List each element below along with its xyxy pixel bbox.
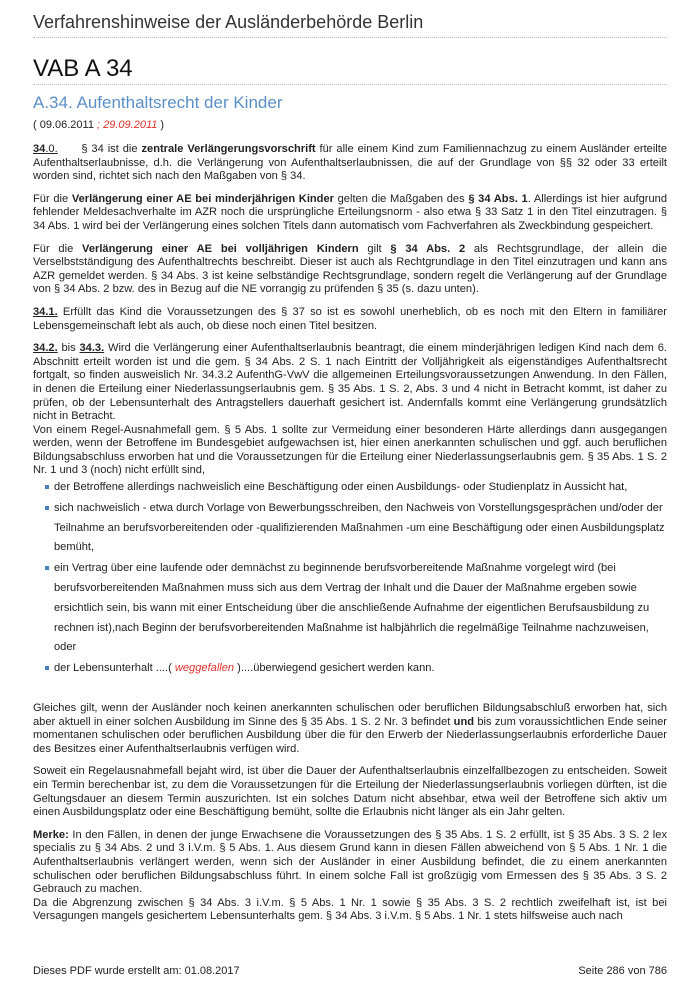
created-date: Dieses PDF wurde erstellt am: 01.08.2017 bbox=[33, 965, 240, 977]
text-bold: § 34 Abs. 1 bbox=[468, 192, 528, 205]
text: Für die bbox=[33, 192, 72, 205]
paragraph-34-0 bbox=[33, 143, 667, 184]
list-item-text: )....überwiegend gesichert werden kann. bbox=[234, 662, 435, 675]
list-item bbox=[45, 559, 667, 658]
removed-marker: weggefallen bbox=[174, 662, 235, 675]
text: bis bbox=[57, 342, 80, 355]
text: bis zum voraussichtlichen Ende seiner momentanen schulischen oder beruflichen Ausbildung über die für den Erwerb der Niederlassungserlaubnis erforderliche Dauer des Besitzes einer Aufenthaltserlaubnis verfügen wird. bbox=[33, 715, 667, 755]
section-number: 34.3. bbox=[79, 342, 105, 355]
page-number: Seite 286 von 786 bbox=[578, 965, 667, 977]
paragraph-exception: Soweit ein Regelausnahmefall bejaht wird, ist über die Dauer der Aufenthaltserlaubnis einzelfallbezogen zu entscheiden. Soweit ein Termin berechenbar ist, zu dem die Voraussetzungen für die Erteilung der Niederlassungserlaubnis vorliegen dürften, ist die Geltungsdauer an diesem Termin auszurichten. Ist ein solches Datum nicht absehbar, etwa weil der Betroffene sich aktiv um einen Ausbildungsplatz oder eine Beschäftigung bemüht, sollte die Erlaubnis nicht länger als ein Jahr gelten. bbox=[33, 765, 667, 819]
bullet-square-icon bbox=[45, 566, 49, 570]
section-title: A.34. Aufenthaltsrecht der Kinder bbox=[33, 93, 283, 112]
text-bold: § 34 Abs. 2 bbox=[390, 242, 466, 255]
paragraph-note-cont: Da die Abgrenzung zwischen § 34 Abs. 3 i.V.m. § 5 Abs. 1 Nr. 1 sowie § 35 Abs. 3 S. 2 rechtlich zweifelhaft ist, ist bei Versagungen mangels gesichertem Lebensunterhalts gem. § 34 Abs. 3 i.V.m. § 5 Abs. 1 Nr. 1 stets hilfsweise auch nach bbox=[33, 896, 667, 923]
text: Erfüllt das Kind die Voraussetzungen des § 37 so ist es sowohl unerheblich, ob es noch mit den Eltern in familiärer Lebensgemeinschaft lebt als auch, ob diese noch einen Titel besitzen. bbox=[33, 305, 667, 332]
list-item-text: ein Vertrag über eine laufende oder demnächst zu beginnende berufsvorbereitende Maßnahme vorgelegt wird (bei berufsvorbereitenden Maßnahmen muss sich aus dem Vertrag der Inhalt und die Dauer der Maßnahme ergeben sowie ersichtlich sein, bis wann mit einer Entscheidung über die anschließende Aufnahme der eigentlichen Berufsausbildung zu rechnen ist),nach Beginn der berufsvorbereitenden Maßnahme ist halbjährlich die regelmäßige Teilnahme nachzuweisen, oder bbox=[54, 562, 650, 654]
bullet-square-icon bbox=[45, 666, 49, 670]
text: Für die bbox=[33, 242, 83, 255]
spacer bbox=[33, 680, 667, 702]
paragraph-same-applies bbox=[33, 702, 667, 756]
document-body bbox=[33, 143, 667, 924]
text-bold: Verlängerung einer AE bei minderjährigen Kinder bbox=[71, 192, 334, 205]
text-bold: und bbox=[453, 715, 475, 728]
bullet-square-icon bbox=[45, 506, 49, 510]
section-number: 34.2. bbox=[33, 342, 58, 355]
page-footer bbox=[33, 965, 667, 977]
date-changed: ; 29.09.2011 bbox=[97, 119, 161, 131]
text: für alle einem Kind zum Familiennachzug zu einem Ausländer erteilte Aufenthaltserlaubnisse, d.h. die Verlängerung von Aufenthaltserlaubnissen, die auf der Grundlage von §§ 32 oder 33 erteilt worden sind, richtet sich nach den Maßgaben von § 34. bbox=[33, 143, 667, 183]
section-number-suffix: .0. bbox=[45, 143, 58, 155]
text: gilt bbox=[358, 242, 391, 255]
date-close: ) bbox=[160, 119, 165, 131]
list-item bbox=[45, 659, 667, 679]
paragraph-34-2 bbox=[33, 342, 667, 424]
divider bbox=[33, 37, 667, 38]
paragraph-minors bbox=[33, 193, 667, 234]
paragraph-adults bbox=[33, 243, 667, 297]
list-item-text: der Lebensunterhalt ....( bbox=[54, 662, 175, 675]
list-item bbox=[45, 499, 667, 558]
date-line bbox=[33, 119, 164, 131]
document-title: VAB A 34 bbox=[33, 55, 133, 82]
text: gelten die Maßgaben des bbox=[333, 192, 469, 205]
text: . Allerdings ist hier aufgrund fehlender Meldesachverhalte im AZR noch die ursprüngliche Erteilungsnorm - also etwa § 33 Satz 1 in den Titel einzutragen. § 34 Abs. 1 wird bei der Verlängerung eines solchen Titels dann automatisch vom Fachverfahren als Zweckbindung gespeichert. bbox=[33, 192, 667, 232]
site-title: Verfahrenshinweise der Ausländerbehörde Berlin bbox=[33, 12, 424, 32]
text-bold: zentrale Verlängerungsvorschrift bbox=[141, 143, 316, 155]
list-item bbox=[45, 478, 667, 498]
paragraph-34-1 bbox=[33, 306, 667, 333]
list-item-text: sich nachweislich - etwa durch Vorlage von Bewerbungsschreiben, den Nachweis von Vorstellungsgesprächen und/oder der Teilnahme an berufsvorbereitenden oder -qualifizierenden Maßnahmen -um eine Beschäftigung oder einen Ausbildungsplatz bemüht, bbox=[54, 501, 665, 554]
text: § 34 ist die bbox=[57, 143, 142, 155]
text: als Rechtsgrundlage, der allein die Verselbstständigung des Aufenthaltrechts beschreibt. Dieser ist auch als Rechtgrundlage in den Titel einzutragen und kann ans AZR gemeldet werden. § 34 Abs. 3 ist keine selbständige Rechtsgrundlage, sondern regelt die Verlängerung auf der Grundlage von § 34 Abs. 2 bzw. des in Bezug auf die NE vorrangig zu prüfenden § 35 (s. dazu unten). bbox=[33, 242, 667, 296]
date-original: ( 09.06.2011 bbox=[33, 119, 98, 131]
bullet-list bbox=[33, 478, 667, 679]
paragraph-note bbox=[33, 829, 667, 897]
text-bold: Verlängerung einer AE bei volljährigen Kindern bbox=[82, 242, 359, 255]
section-number: 34 bbox=[33, 143, 46, 155]
bullet-square-icon bbox=[45, 485, 49, 489]
divider bbox=[33, 84, 667, 85]
text: Wird die Verlängerung einer Aufenthaltserlaubnis beantragt, die einem minderjährigen ledigen Kind nach dem 6. Abschnitt erteilt worden ist und die gem. § 34 Abs. 2 S. 1 nach Eintritt der Volljährigkeit als eigenständiges Aufenthaltsrecht fortgalt, so finden ausweislich Nr. 34.3.2 AufenthG-VwV die allgemeinen Erteilungsvoraussetzungen Anwendung. In den Fällen, in denen die Erteilung einer Niederlassungserlaubnis gem. § 35 Abs. 1 S. 2, Abs. 3 und 4 nicht in Betracht kommt, ist daher zu prüfen, ob der Lebensunterhalt des Antragstellers dauerhaft gesichert ist. Andernfalls kommt eine Verlängerung grundsätzlich nicht in Betracht. bbox=[33, 342, 667, 423]
section-number: 34.1. bbox=[33, 305, 58, 318]
list-item-text: der Betroffene allerdings nachweislich eine Beschäftigung oder einen Ausbildungs- oder Studienplatz in Aussicht hat, bbox=[54, 481, 628, 494]
paragraph-34-2-cont: Von einem Regel-Ausnahmefall gem. § 5 Abs. 1 sollte zur Vermeidung einer besonderen Härte allerdings dann ausgegangen werden, wenn der Betroffene im Bundesgebiet aufgewachsen ist, hier einen anerkannten schulischen und ggf. auch beruflichen Bildungsabschluss erworben hat und die Voraussetzungen für die Erteilung einer Niederlassungserlaubnis gem. § 35 Abs. 1 S. 2 Nr. 1 und 3 (noch) nicht erfüllt sind, bbox=[33, 423, 667, 477]
text-bold: Merke: bbox=[33, 828, 69, 841]
text: In den Fällen, in denen der junge Erwachsene die Voraussetzungen des § 35 Abs. 1 S. 2 erfüllt, ist § 35 Abs. 3 S. 2 lex specialis zu § 34 Abs. 2 und 3 i.V.m. § 5 Abs. 1. Aus diesem Grund kann in diesen Fällen abweichend von § 5 Abs. 1 Nr. 1 die Aufenthaltserlaubnis verlängert werden, wenn sich der Ausländer in einer Ausbildung befindet, die zu einem anerkannten schulischen oder beruflichen Bildungsabschluss führt. In einem solche Fall ist großzügig vom Ermessen des § 35 Abs. 3 S. 2 Gebrauch zu machen. bbox=[33, 828, 667, 896]
text: Gleiches gilt, wenn der Ausländer noch keinen anerkannten schulischen oder beruflichen Bildungsabschluß erworben hat, sich aber aktuell in einer solchen Ausbildung im Sinne des § 35 Abs. 1 S. 2 Nr. 3 befindet bbox=[33, 702, 667, 728]
